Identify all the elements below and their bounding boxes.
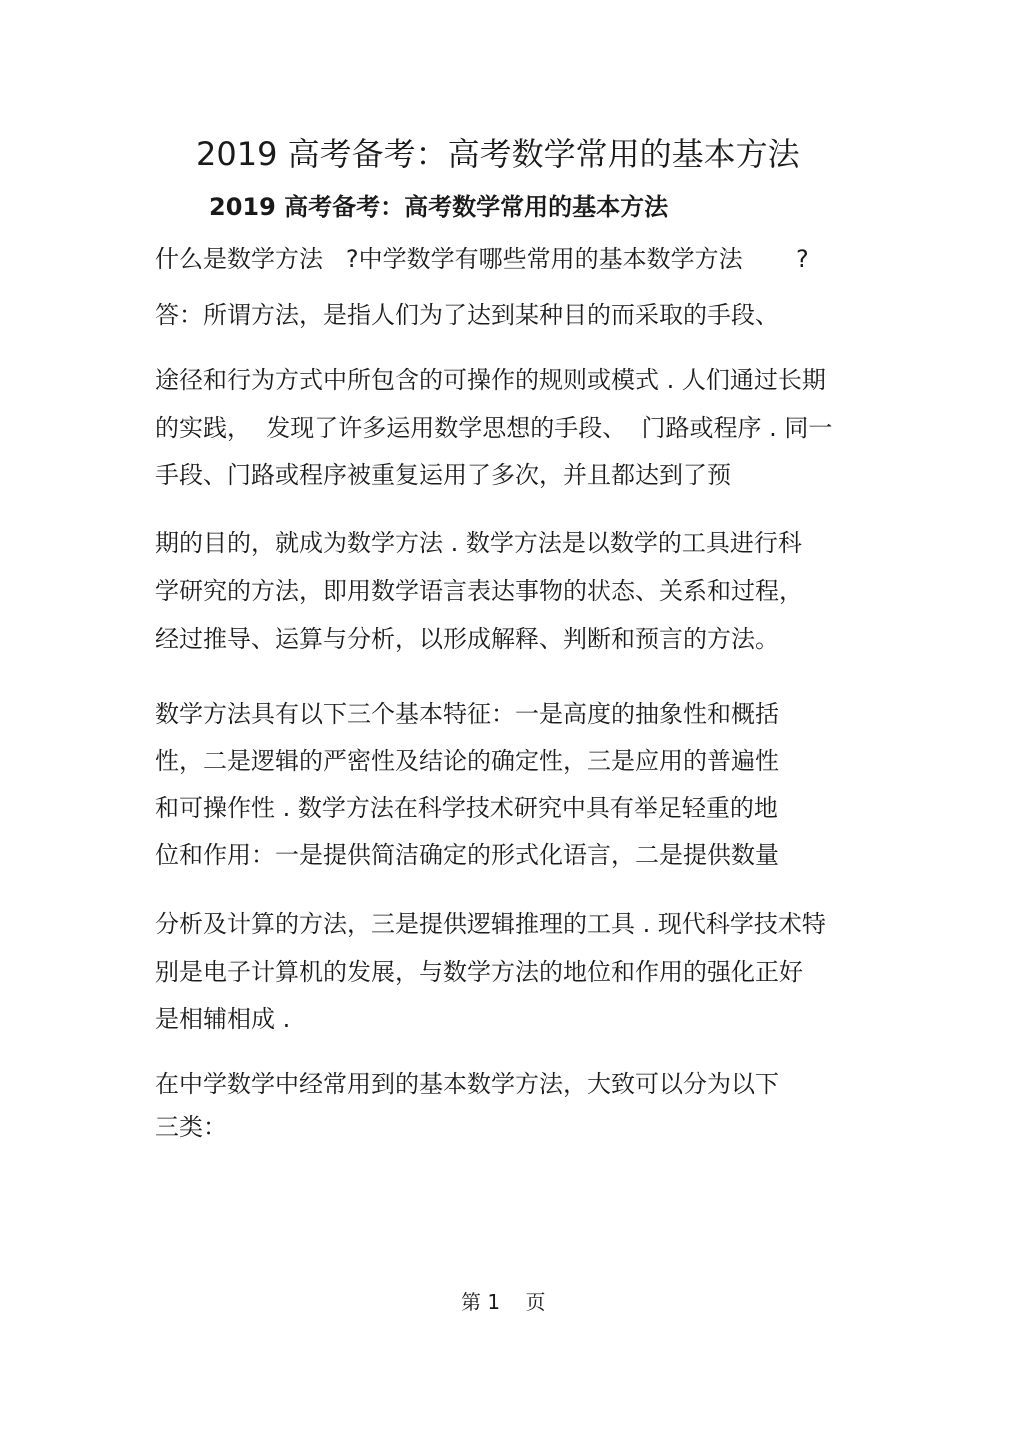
paragraph-line: 期的目的，就成为数学方法 . 数学方法是以数学的工具进行科 [155,529,802,557]
page-number: 第 1 页 [461,1290,546,1314]
paragraph-line: 途径和行为方式中所包含的可操作的规则或模式 . 人们通过长期 [155,366,826,394]
paragraph-line: 在中学数学中经常用到的基本数学方法，大致可以分为以下 [155,1070,779,1098]
paragraph-line: 位和作用：一是提供简洁确定的形式化语言，二是提供数量 [155,841,779,869]
paragraph-line: 别是电子计算机的发展，与数学方法的地位和作用的强化正好 [155,958,803,986]
page-title: 2019 高考备考：高考数学常用的基本方法 [196,135,800,173]
paragraph-line: 数学方法具有以下三个基本特征：一是高度的抽象性和概括 [155,700,779,728]
paragraph-line: 分析及计算的方法，三是提供逻辑推理的工具 . 现代科学技术特 [155,910,826,938]
paragraph-line: 性，二是逻辑的严密性及结论的确定性，三是应用的普遍性 [155,747,779,775]
paragraph-line: 手段、门路或程序被重复运用了多次，并且都达到了预 [155,461,731,489]
question-line: 什么是数学方法 ?中学数学有哪些常用的基本数学方法 ? [155,245,809,273]
paragraph-line: 是相辅相成 . [155,1005,291,1033]
paragraph-line: 和可操作性 . 数学方法在科学技术研究中具有举足轻重的地 [155,794,778,822]
paragraph-line: 三类： [155,1113,227,1141]
paragraph-line: 经过推导、运算与分析，以形成解释、判断和预言的方法。 [155,625,779,653]
paragraph-line: 的实践， 发现了许多运用数学思想的手段、 门路或程序 . 同一 [155,414,833,442]
page-subtitle: 2019 高考备考：高考数学常用的基本方法 [209,193,669,221]
answer-line: 答：所谓方法，是指人们为了达到某种目的而采取的手段、 [155,301,779,329]
paragraph-line: 学研究的方法，即用数学语言表达事物的状态、关系和过程， [155,577,803,605]
